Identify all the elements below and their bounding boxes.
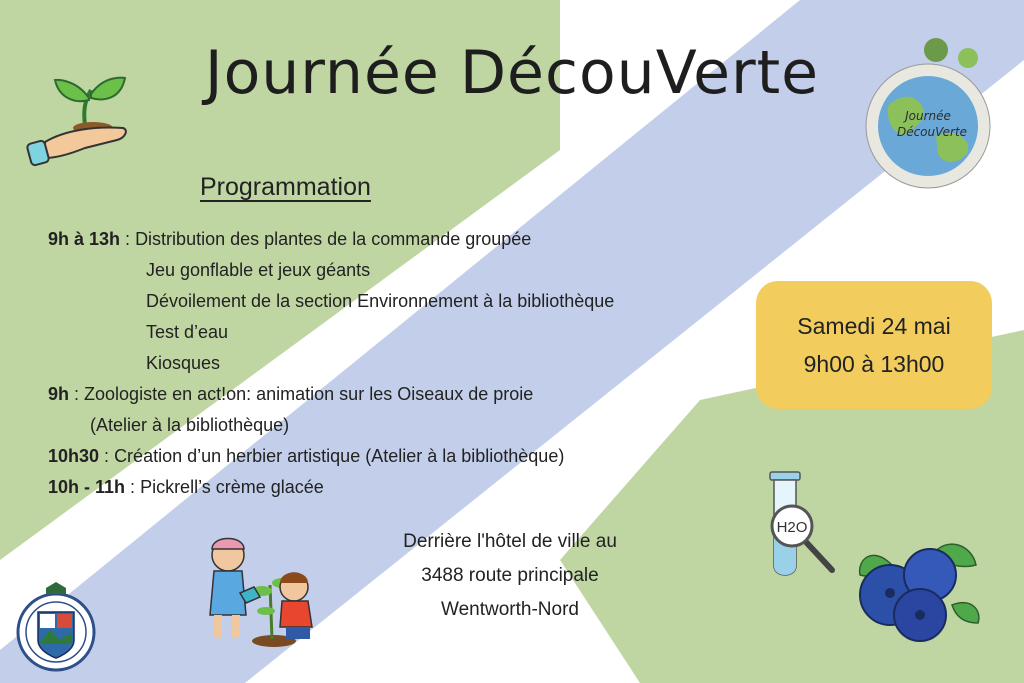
schedule-time: 10h - 11h <box>48 477 126 497</box>
address-block <box>350 525 670 627</box>
schedule-text: Pickrell’s crème glacée <box>140 477 324 497</box>
schedule-text: (Atelier à la bibliothèque) <box>90 415 290 435</box>
schedule-row: 10h30 : Création d’un herbier artistique (Atelier à la bibliothèque) <box>48 446 565 466</box>
page-title: Journée DécouVerte <box>204 38 820 108</box>
schedule-time: 10h30 <box>48 446 100 466</box>
earth-logo-icon <box>858 36 998 196</box>
h2o-label: H2O <box>776 519 808 536</box>
date-box <box>756 281 992 409</box>
schedule-text: Distribution des plantes de la commande groupée <box>135 229 532 249</box>
municipal-crest-icon <box>16 582 96 674</box>
schedule-row <box>48 317 748 348</box>
schedule-row: 9h : Zoologiste en act!on: animation sur les Oiseaux de proie <box>48 384 534 404</box>
logo-center-line1: Journée <box>905 109 951 123</box>
schedule-text: Jeu gonflable et jeux géants <box>146 260 371 280</box>
schedule-time: 9h à 13h <box>48 229 121 249</box>
section-title: Programmation <box>200 173 371 201</box>
logo-center-line2: DécouVerte <box>896 125 968 139</box>
schedule-text: Dévoilement de la section Environnement à la bibliothèque <box>146 291 615 311</box>
schedule-text: Création d’un herbier artistique (Atelier à la bibliothèque) <box>114 446 565 466</box>
schedule-text: Test d’eau <box>146 322 229 342</box>
address-line3: Wentworth-Nord <box>441 599 579 620</box>
kids-planting-icon <box>190 535 330 650</box>
schedule-row <box>48 348 748 379</box>
schedule-text: Zoologiste en act!on: animation sur les Oiseaux de proie <box>84 384 534 404</box>
date-line: Samedi 24 mai <box>797 313 951 339</box>
address-line1: Derrière l'hôtel de ville au <box>403 531 617 552</box>
time-line: 9h00 à 13h00 <box>803 351 945 377</box>
schedule-block <box>48 224 748 503</box>
blueberries-icon <box>852 535 982 645</box>
address-line2: 3488 route principale <box>421 565 599 586</box>
schedule-row <box>48 410 748 441</box>
schedule-row: 9h à 13h : Distribution des plantes de la commande groupée <box>48 229 532 249</box>
hand-seedling-icon <box>25 70 135 175</box>
schedule-row: 10h - 11h : Pickrell’s crème glacée <box>48 477 324 497</box>
schedule-row <box>48 286 748 317</box>
test-tube-icon <box>760 466 850 586</box>
schedule-text: Kiosques <box>146 353 221 373</box>
schedule-row <box>48 255 748 286</box>
schedule-time: 9h <box>48 384 70 404</box>
